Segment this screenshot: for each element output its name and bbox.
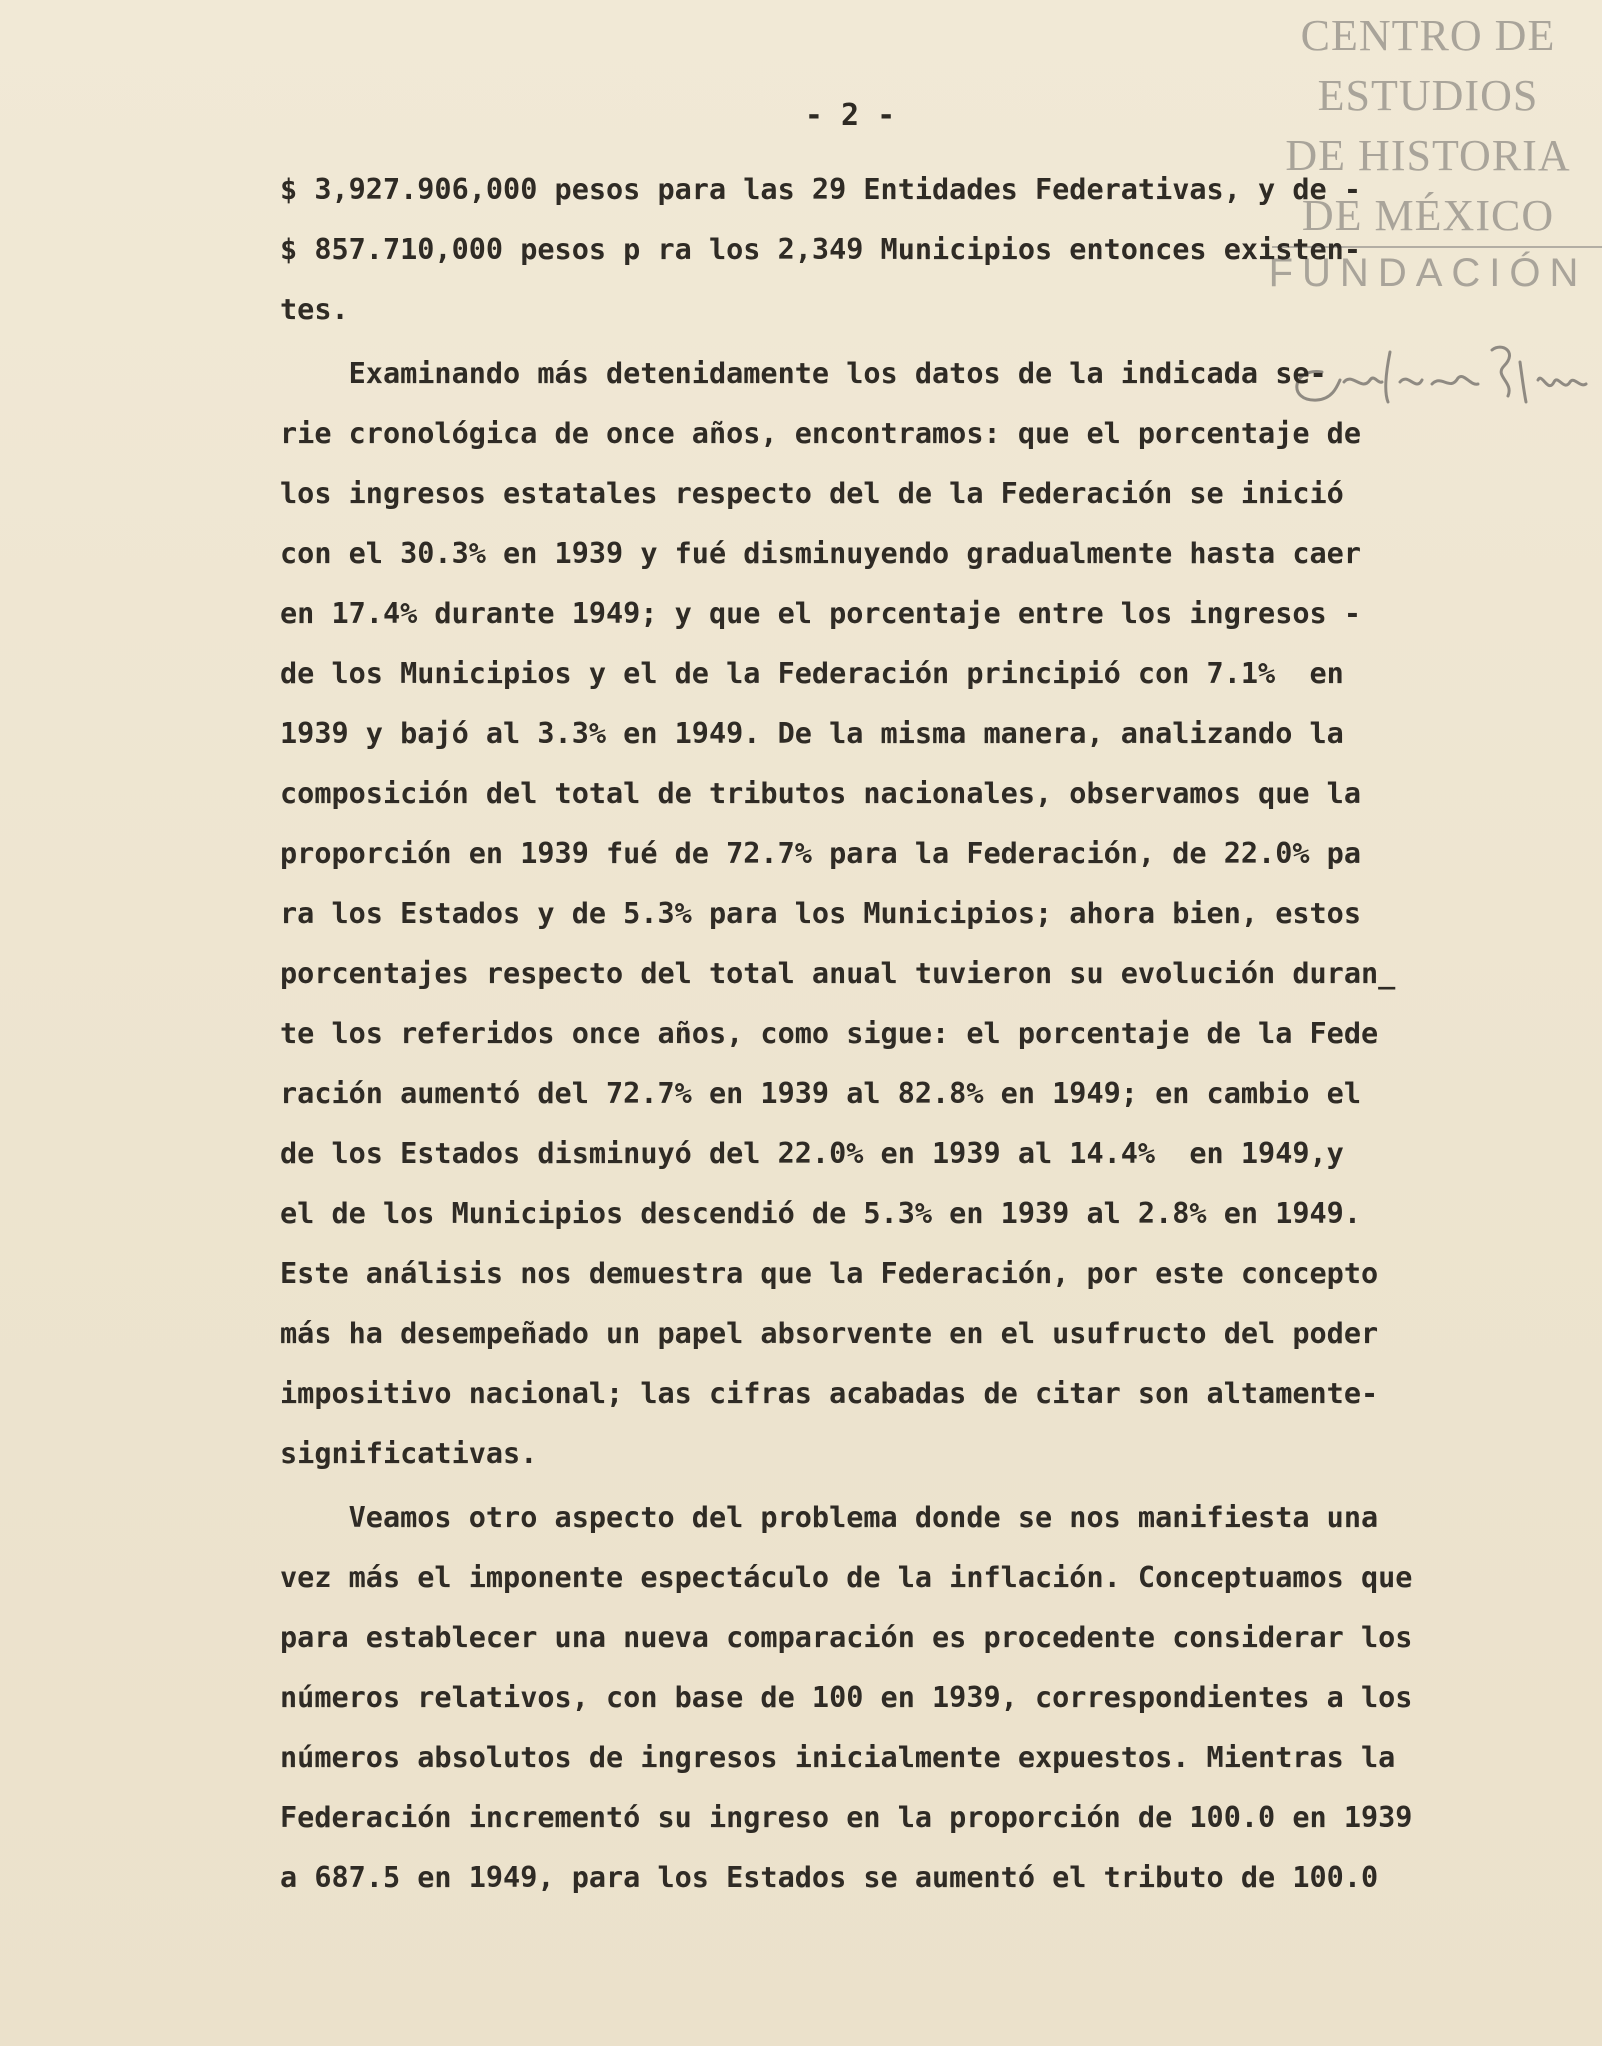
paragraph-start-line: Veamos otro aspecto del problema donde se nos manifiesta una: [280, 1501, 1379, 1534]
text-line: Este análisis nos demuestra que la Federación, por este concepto: [280, 1257, 1379, 1290]
text-line: tes.: [280, 293, 349, 326]
text-line: $ 857.710,000 pesos p ra los 2,349 Municipios entonces existen-: [280, 233, 1361, 266]
watermark-line: ESTUDIOS: [1317, 71, 1539, 120]
text-line: porcentajes respecto del total anual tuvieron su evolución duran_: [280, 957, 1396, 990]
watermark-line: CENTRO DE: [1300, 11, 1556, 60]
watermark-line: DE MÉXICO: [1301, 191, 1555, 240]
text-line: te los referidos once años, como sigue: el porcentaje de la Fede: [280, 1017, 1379, 1050]
text-line: de los Estados disminuyó del 22.0% en 1939 al 14.4% en 1949,y: [280, 1137, 1344, 1170]
text-line: 1939 y bajó al 3.3% en 1949. De la misma manera, analizando la: [280, 717, 1344, 750]
text-line: significativas.: [280, 1437, 538, 1470]
text-line: de los Municipios y el de la Federación principió con 7.1% en: [280, 657, 1344, 690]
text-line: ración aumentó del 72.7% en 1939 al 82.8% en 1949; en cambio el: [280, 1077, 1361, 1110]
body-text: [280, 160, 1520, 1908]
watermark-line: FUNDACIÓN: [1268, 251, 1588, 295]
text-line: con el 30.3% en 1939 y fué disminuyendo gradualmente hasta caer: [280, 537, 1361, 570]
text-line: ra los Estados y de 5.3% para los Municipios; ahora bien, estos: [280, 897, 1361, 930]
text-line: en 17.4% durante 1949; y que el porcentaje entre los ingresos -: [280, 597, 1361, 630]
text-line: impositivo nacional; las cifras acabadas de citar son altamente-: [280, 1377, 1379, 1410]
text-line: $ 3,927.906,000 pesos para las 29 Entidades Federativas, y de -: [280, 173, 1361, 206]
text-line: más ha desempeñado un papel absorvente en el usufructo del poder: [280, 1317, 1379, 1350]
text-line: los ingresos estatales respecto del de la Federación se inició: [280, 477, 1344, 510]
text-line: el de los Municipios descendió de 5.3% en 1939 al 2.8% en 1949.: [280, 1197, 1361, 1230]
text-line: composición del total de tributos nacionales, observamos que la: [280, 777, 1361, 810]
text-line: rie cronológica de once años, encontramos: que el porcentaje de: [280, 417, 1361, 450]
text-line: a 687.5 en 1949, para los Estados se aumentó el tributo de 100.0: [280, 1861, 1379, 1894]
watermark-line: DE HISTORIA: [1285, 131, 1571, 180]
text-line: vez más el imponente espectáculo de la inflación. Conceptuamos que: [280, 1561, 1413, 1594]
page-number: - 2 -: [804, 98, 896, 133]
text-line: números absolutos de ingresos inicialmente expuestos. Mientras la: [280, 1741, 1396, 1774]
text-line: para establecer una nueva comparación es procedente considerar los: [280, 1621, 1413, 1654]
text-line: Federación incrementó su ingreso en la proporción de 100.0 en 1939: [280, 1801, 1413, 1834]
text-line: proporción en 1939 fué de 72.7% para la Federación, de 22.0% pa: [280, 837, 1361, 870]
paragraph-start-line: Examinando más detenidamente los datos de la indicada se-: [280, 357, 1327, 390]
text-line: números relativos, con base de 100 en 1939, correspondientes a los: [280, 1681, 1413, 1714]
